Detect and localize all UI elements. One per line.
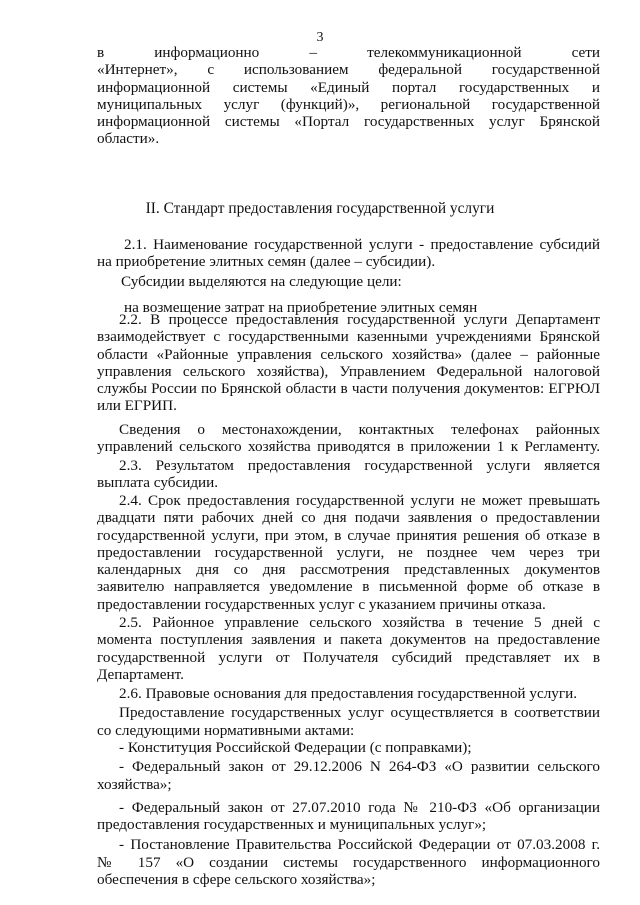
text-line: на приобретение элитных семян (далее – субсидии). [97, 253, 436, 271]
paragraph-2-2 [97, 311, 600, 415]
list-item: - Конституция Российской Федерации (с поправками); [119, 739, 472, 756]
text-line: взаимодействует с государственными казенными учреждениями Брянской [97, 328, 600, 346]
text-line: муниципальных услуг (функций)», региональной государственной [97, 95, 600, 113]
text-line: Департамент. [97, 665, 184, 683]
text-line: «Интернет», с использованием федеральной государственной [97, 61, 600, 79]
text-line: Предоставление государственных услуг осуществляется в соответствии [119, 704, 600, 722]
text-line: Сведения о местонахождении, контактных телефонах районных [119, 421, 600, 438]
list-item [97, 836, 600, 888]
text-line: 2.5. Районное управление сельского хозяйства в течение 5 дней с [119, 614, 600, 631]
intro-paragraph [97, 44, 600, 148]
text-line: календарных дня со дня рассмотрения представленных документов [97, 561, 600, 579]
text-line: управлений сельского хозяйства приводятся в приложении 1 к Регламенту. [97, 438, 600, 456]
text-line: предоставлении государственной услуги, не позднее чем через три [97, 543, 600, 561]
text-line: хозяйства»; [97, 775, 172, 793]
section-title: II. Стандарт предоставления государственной услуги [145, 200, 495, 217]
text-line: 2.3. Результатом предоставления государственной услуги является [119, 457, 600, 474]
text-line: 2.2. В процессе предоставления государственной услуги Департамент [119, 311, 600, 328]
text-line: информационной системы «Единый портал государственных и [97, 78, 600, 96]
paragraph-2-3 [97, 457, 600, 492]
paragraph-2-5 [97, 614, 600, 683]
paragraph-2-4 [97, 492, 600, 613]
list-item: на возмещение затрат на приобретение элитных семян [124, 298, 478, 316]
page-number: 3 [316, 30, 324, 45]
text-line: информационной системы «Портал государственных услуг Брянской [97, 113, 600, 131]
paragraph-2-2-info [97, 421, 600, 456]
text-line: области «Районные управления сельского хозяйства» (далее – районные [97, 345, 600, 363]
text-line: или ЕГРИП. [97, 397, 177, 415]
text-line: государственной услуги, при этом, в случае принятия решения об отказе в [97, 526, 600, 544]
text-line: управления сельского хозяйства), Управлением Федеральной налоговой [97, 362, 600, 380]
text-line: момента поступления заявления и пакета документов на предоставление [97, 631, 600, 649]
text-line: в информационно – телекоммуникационной сети [97, 44, 600, 61]
text-line: со следующими нормативными актами: [97, 721, 355, 739]
text-line: государственной услуги от Получателя субсидий представляет их в [97, 648, 600, 666]
text-line: Субсидии выделяются на следующие цели: [121, 272, 402, 290]
text-line: двадцати пяти рабочих дней со дня подачи заявления о предоставлении [97, 509, 600, 527]
text-line: - Федеральный закон от 27.07.2010 года № 210-ФЗ «Об организации [119, 798, 600, 816]
text-line: 2.4. Срок предоставления государственной услуги не может превышать [119, 492, 600, 509]
text-line: предоставления государственных и муниципальных услуг»; [97, 816, 487, 834]
text-line: предоставлении государственных услуг с указанием причины отказа. [97, 595, 546, 613]
paragraph-2-1 [97, 236, 600, 316]
text-line: заявителю направляется уведомление в письменной форме об отказе в [97, 578, 600, 596]
text-line: № 157 «О создании системы государственного информационного [97, 853, 600, 871]
text-line: - Федеральный закон от 29.12.2006 N 264-ФЗ «О развитии сельского [119, 758, 600, 776]
text-line: 2.6. Правовые основания для предоставления государственной услуги. [119, 685, 578, 702]
text-line: 2.1. Наименование государственной услуги - предоставление субсидий [124, 236, 600, 253]
paragraph-2-6 [97, 685, 600, 739]
text-line: области». [97, 130, 160, 148]
text-line: службы России по Брянской области в части получения документов: ЕГРЮЛ [97, 380, 600, 398]
text-line: - Постановление Правительства Российской Федерации от 07.03.2008 г. [119, 836, 600, 854]
text-line: выплата субсидии. [97, 474, 219, 492]
legal-acts-list [97, 739, 600, 888]
list-item [97, 799, 600, 834]
text-line: обеспечения в сфере сельского хозяйства»; [97, 871, 376, 889]
list-item [97, 758, 600, 793]
